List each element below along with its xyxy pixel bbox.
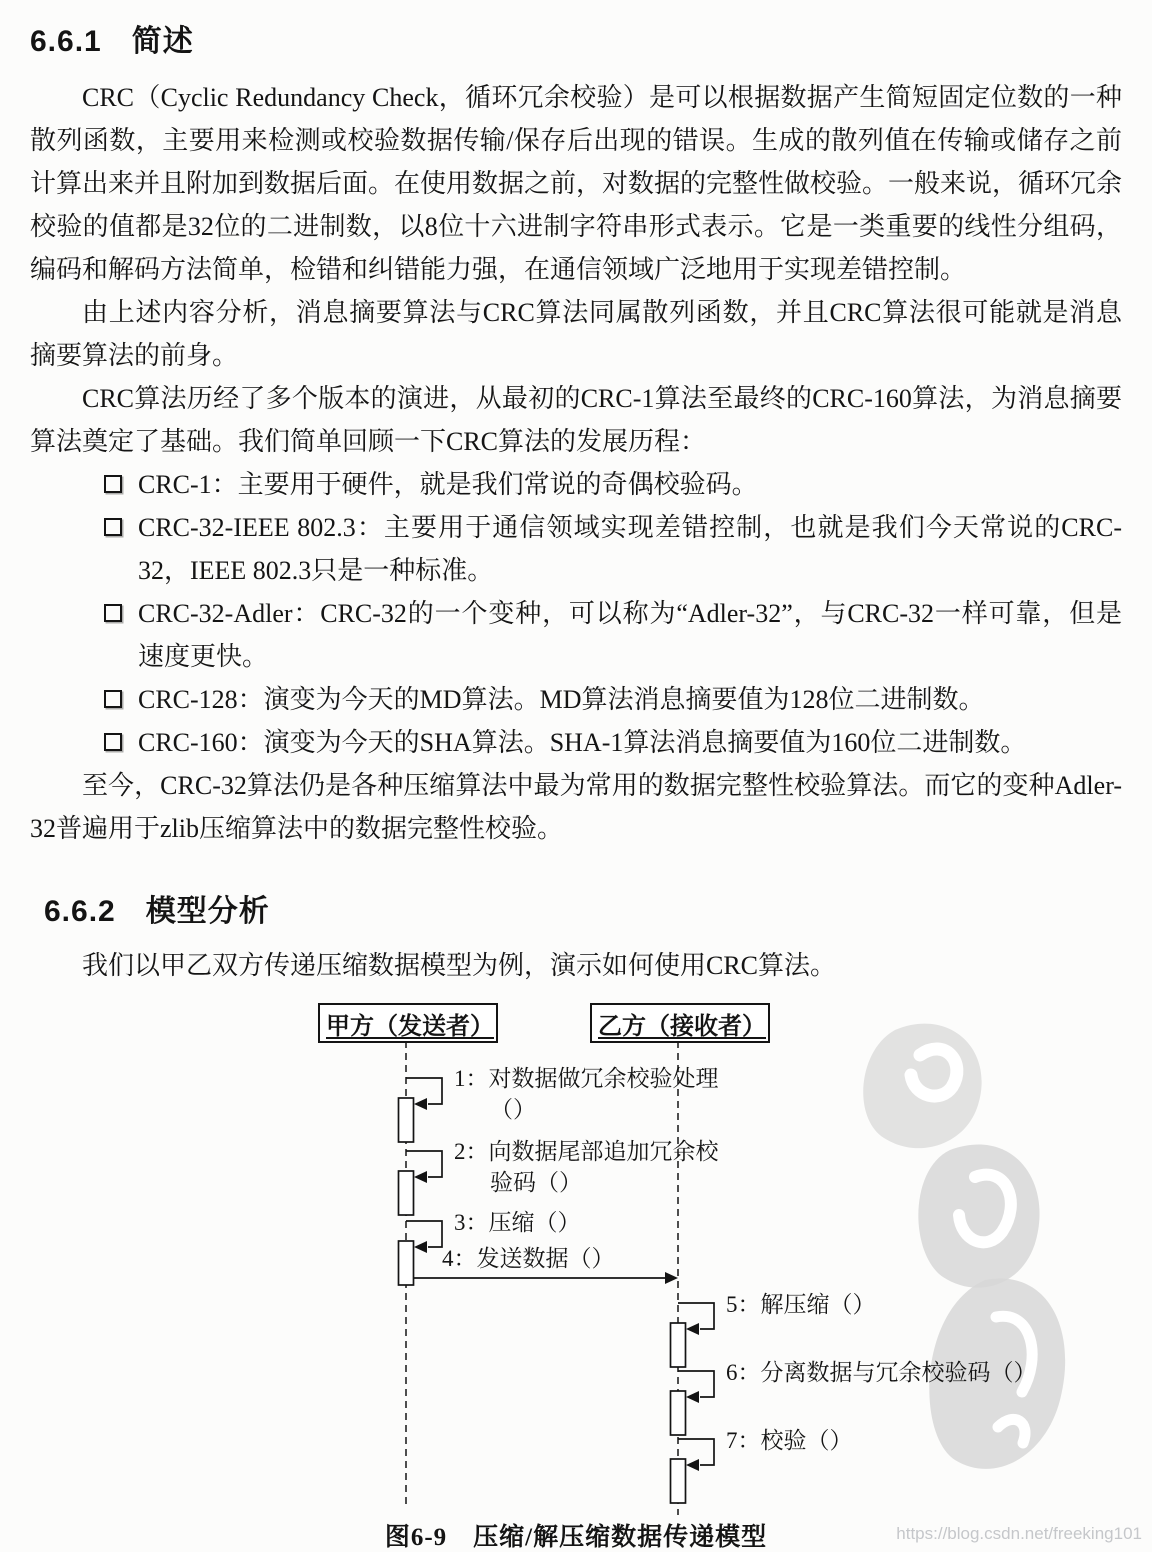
actor-box-receiver <box>590 1003 770 1043</box>
self-message-2 <box>399 1151 443 1215</box>
section-number: 6.6.2 <box>44 895 116 928</box>
list-item-text: CRC-32-Adler：CRC-32的一个变种，可以称为“Adler-32”，与CRC-32一样可靠，但是速度更快。 <box>138 599 1122 671</box>
activation-bar <box>671 1323 686 1367</box>
actor-label-receiver: 乙方（接收者） <box>598 1013 766 1040</box>
bullet-square-icon <box>104 518 122 536</box>
list-item-text: CRC-128：演变为今天的MD算法。MD算法消息摘要值为128位二进制数。 <box>138 685 985 714</box>
section-heading-6-6-1 <box>30 16 1122 60</box>
activation-bar <box>671 1459 686 1503</box>
paragraph-crc-history: CRC算法历经了多个版本的演进，从最初的CRC-1算法至最终的CRC-160算法，为消息摘要算法奠定了基础。我们简单回顾一下CRC算法的发展历程： <box>30 384 1122 456</box>
list-item-crc-128 <box>102 678 1122 721</box>
figure-caption: 图6-9 压缩/解压缩数据传递模型 <box>384 1524 768 1551</box>
message-label-3: 3：压缩（） <box>454 1210 581 1235</box>
bullet-square-icon <box>104 475 122 493</box>
self-message-6 <box>671 1371 715 1435</box>
list-item-text: CRC-32-IEEE 802.3：主要用于通信领域实现差错控制，也就是我们今天常说的CRC-32，IEEE 802.3只是一种标准。 <box>138 513 1122 585</box>
actor-label-sender: 甲方（发送者） <box>326 1013 494 1040</box>
message-label-6: 6：分离数据与冗余校验码（） <box>726 1360 1037 1385</box>
list-item-crc-32-ieee <box>102 506 1122 592</box>
message-label-7: 7：校验（） <box>726 1428 853 1453</box>
list-item-crc-1 <box>102 463 1122 506</box>
bullet-square-icon <box>104 733 122 751</box>
paragraph-crc-vs-digest: 由上述内容分析，消息摘要算法与CRC算法同属散列函数，并且CRC算法很可能就是消息摘要算法的前身。 <box>30 298 1122 370</box>
message-label-4: 4：发送数据（） <box>442 1246 615 1271</box>
section-heading-6-6-2 <box>44 886 1122 930</box>
section-title: 模型分析 <box>145 895 270 928</box>
activation-bar <box>671 1391 686 1435</box>
self-message-7 <box>671 1439 715 1503</box>
activation-bar <box>399 1171 414 1215</box>
paragraph-model-intro: 我们以甲乙双方传递压缩数据模型为例，演示如何使用CRC算法。 <box>82 951 837 980</box>
message-label-2: 2：向数据尾部追加冗余校验码（） <box>454 1139 719 1195</box>
list-item-text: CRC-160：演变为今天的SHA算法。SHA-1算法消息摘要值为160位二进制数。 <box>138 728 1027 757</box>
section-number: 6.6.1 <box>30 25 102 58</box>
list-item-text: CRC-1：主要用于硬件，就是我们常说的奇偶校验码。 <box>138 470 758 499</box>
activation-bar <box>399 1098 414 1142</box>
self-message-3 <box>399 1221 443 1285</box>
message-label-5: 5：解压缩（） <box>726 1292 876 1317</box>
message-label-1: 1：对数据做冗余校验处理（） <box>454 1066 719 1122</box>
crc-version-list <box>102 463 1122 764</box>
sequence-diagram <box>30 993 1122 1513</box>
csdn-watermark: https://blog.csdn.net/freeking101 <box>896 1524 1142 1543</box>
bullet-square-icon <box>104 604 122 622</box>
actor-box-sender <box>318 1003 498 1043</box>
activation-bar <box>399 1241 414 1285</box>
section-title: 简述 <box>131 25 194 58</box>
self-message-1 <box>399 1078 443 1142</box>
paragraph-crc-intro: CRC（Cyclic Redundancy Check，循环冗余校验）是可以根据数据产生简短固定位数的一种散列函数，主要用来检测或校验数据传输/保存后出现的错误。生成的散列值在传输或储存之前计算出来并且附加到数据后面。在使用数据之前，对数据的完整性做校验。一般来说，循环冗余校验的值都是32位的二进制数，以8位十六进制字符串形式表示。它是一类重要的线性分组码，编码和解码方法简单，检错和纠错能力强，在通信领域广泛地用于实现差错控制。 <box>30 83 1123 284</box>
list-item-crc-160 <box>102 721 1122 764</box>
paragraph-crc32-today: 至今，CRC-32算法仍是各种压缩算法中最为常用的数据完整性校验算法。而它的变种Adler-32普遍用于zlib压缩算法中的数据完整性校验。 <box>30 771 1122 843</box>
bullet-square-icon <box>104 690 122 708</box>
self-message-5 <box>671 1303 715 1367</box>
list-item-crc-32-adler <box>102 592 1122 678</box>
